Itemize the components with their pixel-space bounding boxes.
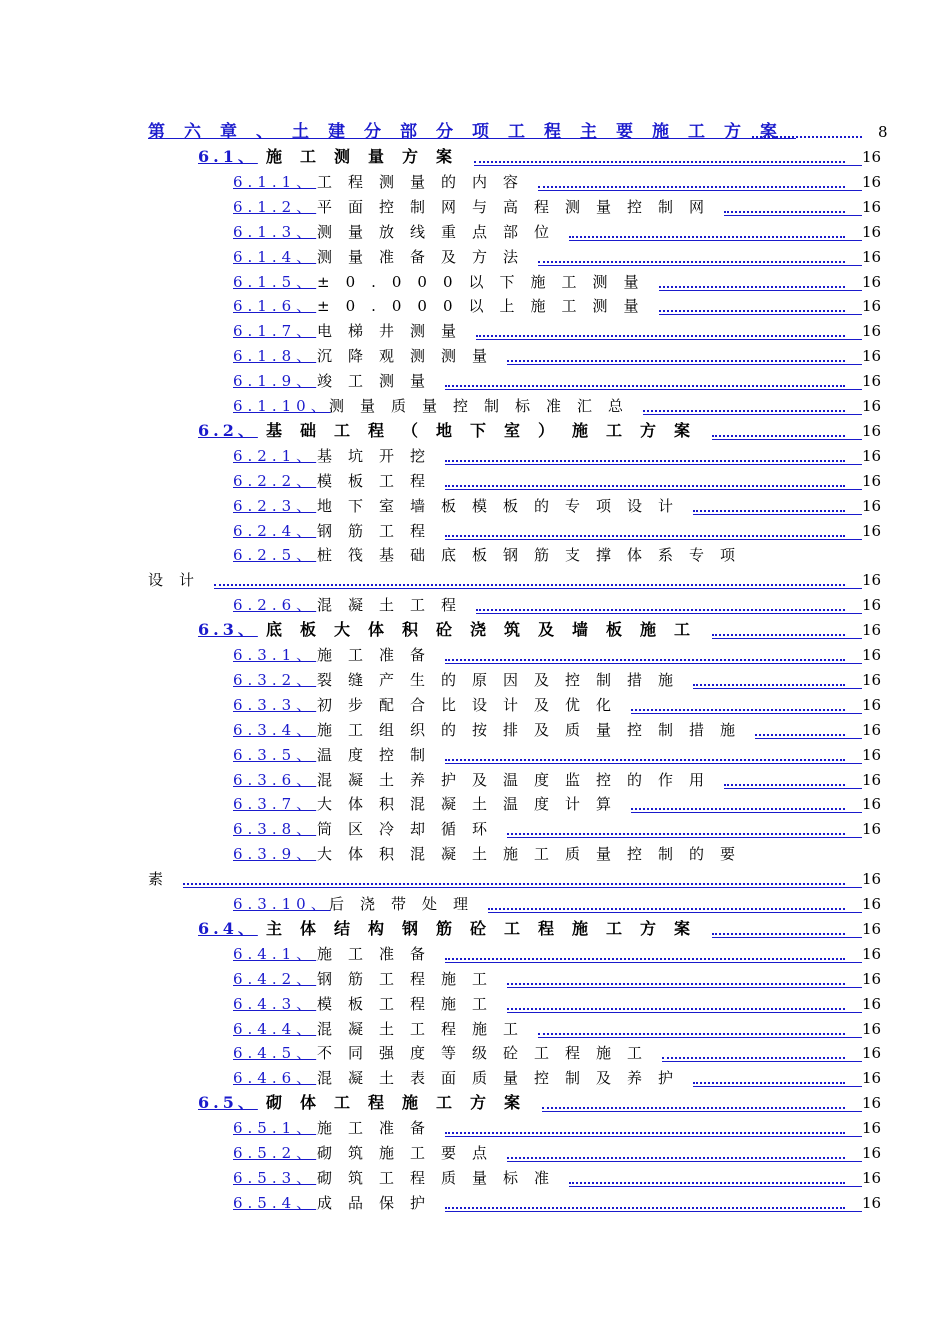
toc-leader-underline: [712, 937, 862, 938]
toc-leader: [569, 222, 845, 238]
toc-page-number: 16: [862, 222, 882, 241]
toc-leader-underline: [445, 539, 862, 540]
toc-entry-title[interactable]: 裂缝产生的原因及控制措施: [317, 670, 690, 689]
toc-entry-title[interactable]: 地下室墙板模板的专项设计: [317, 496, 690, 515]
toc-page-number: 16: [862, 745, 882, 764]
toc-entry-number[interactable]: 6.5.1、: [233, 1119, 317, 1138]
toc-leader-underline: [214, 588, 862, 589]
toc-entry-title[interactable]: 砌筑工程质量标准: [317, 1168, 566, 1187]
toc-section-entry[interactable]: [0, 421, 950, 446]
toc-leader: [712, 919, 845, 935]
toc-entry-number[interactable]: 6.4.3、: [233, 994, 317, 1013]
toc-entry-number[interactable]: 6.4、: [198, 918, 258, 938]
toc-entry-title[interactable]: 不同强度等级砼工程施工: [317, 1044, 659, 1063]
toc-subsection-entry[interactable]: [0, 521, 950, 546]
toc-entry-number[interactable]: 6.4.4、: [233, 1019, 317, 1038]
toc-leader-underline: [445, 389, 862, 390]
toc-leader-underline: [445, 1136, 862, 1137]
toc-chapter-label[interactable]: 第六章、土建分部分项工程主要施工方案: [148, 122, 796, 142]
toc-subsection-entry[interactable]: [0, 695, 950, 720]
toc-entry-title[interactable]: 主体结构钢筋砼工程施工方案: [266, 918, 709, 938]
toc-entry-number[interactable]: 6.4.1、: [233, 944, 317, 963]
toc-entry-number[interactable]: 6.2.4、: [233, 521, 317, 540]
toc-page-number: 16: [862, 347, 882, 366]
toc-leader: [724, 770, 845, 786]
toc-entry-number[interactable]: 6.3.7、: [233, 795, 317, 814]
toc-leader: [631, 695, 845, 711]
toc-entry-title[interactable]: 施工准备: [317, 1119, 442, 1138]
toc-page-number: 16: [862, 895, 882, 913]
toc-entry-title[interactable]: 混凝土工程: [317, 596, 473, 615]
toc-page-number: 16: [862, 944, 882, 963]
toc-subsection-entry[interactable]: [0, 794, 950, 819]
toc-entry-number[interactable]: 6.2.3、: [233, 496, 317, 515]
toc-page-number: 16: [862, 1168, 882, 1187]
toc-section-entry[interactable]: [0, 620, 950, 645]
toc-entry-number[interactable]: 6.3.3、: [233, 695, 317, 714]
toc-entry-title[interactable]: 基坑开挖: [317, 446, 442, 465]
toc-leader: [445, 1118, 845, 1134]
toc-subsection-entry[interactable]: [0, 819, 950, 844]
toc-page-number: 16: [862, 197, 882, 216]
toc-leader-underline: [183, 887, 862, 888]
toc-leader-underline: [507, 1012, 862, 1013]
toc-section-entry[interactable]: [0, 1093, 950, 1118]
toc-leader: [445, 371, 845, 387]
toc-page-number: 16: [862, 397, 882, 415]
toc-entry-number[interactable]: 6.3.2、: [233, 670, 317, 689]
toc-leader: [752, 122, 862, 138]
toc-entry-title[interactable]: 施工准备: [317, 944, 442, 963]
toc-subsection-entry[interactable]: [0, 1068, 950, 1093]
toc-page-number: 16: [862, 919, 882, 938]
toc-leader: [507, 994, 845, 1010]
toc-entry-number[interactable]: 6.3.4、: [233, 720, 317, 739]
toc-leader-underline: [712, 638, 862, 639]
toc-entry-number[interactable]: 6.2、: [198, 420, 258, 440]
toc-page-number: 16: [862, 795, 882, 814]
toc-subsection-entry[interactable]: [0, 496, 950, 521]
toc-subsection-entry[interactable]: [0, 1193, 950, 1218]
toc-entry-title[interactable]: 桩筏基础底板钢筋支撑体系专项: [317, 546, 752, 565]
toc-page-number: 16: [862, 272, 882, 291]
toc-page-number: 16: [862, 1119, 882, 1138]
toc-entry-title[interactable]: 基础工程（地下室）施工方案: [266, 420, 709, 440]
toc-entry-title[interactable]: ±0.000以下施工测量: [317, 272, 655, 291]
toc-leader: [693, 1068, 845, 1084]
toc-entry-number[interactable]: 6.4.6、: [233, 1069, 317, 1088]
toc-subsection-entry[interactable]: [0, 745, 950, 770]
toc-page-number: 16: [862, 720, 882, 739]
toc-subsection-entry[interactable]: [0, 446, 950, 471]
toc-leader: [507, 969, 845, 985]
toc-entry-title[interactable]: 施工组织的按排及质量控制措施: [317, 720, 752, 739]
toc-entry-number[interactable]: 6.3.10、: [233, 895, 331, 913]
toc-entry-number[interactable]: 6.5.2、: [233, 1144, 317, 1162]
toc-leader-underline: [724, 788, 862, 789]
toc-entry-title[interactable]: 测量放线重点部位: [317, 222, 566, 241]
toc-leader-underline: [538, 1037, 862, 1038]
toc-entry-number[interactable]: 6.1.9、: [233, 372, 317, 391]
toc-subsection-entry[interactable]: [0, 371, 950, 396]
toc-page-number: 16: [862, 646, 882, 664]
toc-entry-number[interactable]: 6.3.6、: [233, 770, 317, 789]
toc-subsection-entry[interactable]: [0, 1019, 950, 1044]
toc-leader-underline: [712, 439, 862, 440]
toc-entry-number[interactable]: 6.4.5、: [233, 1044, 317, 1063]
toc-leader-underline: [631, 713, 862, 714]
toc-entry-title[interactable]: 大体积混凝土温度计算: [317, 795, 628, 814]
toc-leader-underline: [724, 215, 862, 216]
toc-entry-title[interactable]: ±0.000以上施工测量: [317, 297, 655, 316]
toc-page-number: 16: [862, 621, 882, 640]
toc-leader: [538, 247, 845, 263]
toc-entry-number[interactable]: 6.3.8、: [233, 820, 317, 839]
toc-subsection-entry[interactable]: [0, 346, 950, 371]
toc-entry-number[interactable]: 6.1.10、: [233, 397, 331, 415]
toc-subsection-entry[interactable]: [0, 994, 950, 1019]
toc-leader-underline: [507, 364, 862, 365]
toc-leader: [724, 197, 845, 213]
toc-entry-title[interactable]: 底板大体积砼浇筑及墙板施工: [266, 620, 709, 640]
toc-subsection-entry[interactable]: [0, 645, 950, 670]
toc-entry-title[interactable]: 工程测量的内容: [317, 172, 535, 191]
toc-leader: [445, 1193, 845, 1209]
toc-entry-title[interactable]: 成品保护: [317, 1193, 442, 1212]
toc-chapter-entry[interactable]: [148, 122, 888, 147]
toc-page-number: 16: [862, 1019, 882, 1038]
toc-leader: [445, 745, 845, 761]
toc-entry-number[interactable]: 6.2.1、: [233, 446, 317, 465]
toc-leader: [183, 869, 845, 885]
toc-page-number: 16: [862, 670, 882, 689]
toc-subsection-entry[interactable]: [0, 1118, 950, 1143]
toc-subsection-entry[interactable]: [0, 1168, 950, 1193]
toc-leader-underline: [445, 663, 862, 664]
toc-page-number: 16: [862, 446, 882, 465]
toc-leader-underline: [445, 489, 862, 490]
toc-subsection-entry[interactable]: [0, 720, 950, 745]
toc-leader: [507, 346, 845, 362]
toc-leader-underline: [662, 1061, 862, 1062]
toc-leader: [476, 321, 845, 337]
toc-page-number: 16: [862, 571, 882, 590]
toc-entry-number[interactable]: 6.1.4、: [233, 247, 317, 266]
toc-leader: [542, 1093, 845, 1109]
toc-entry-title[interactable]: 电梯井测量: [317, 322, 473, 341]
toc-page-number: 16: [862, 521, 882, 540]
toc-subsection-entry[interactable]: [0, 222, 950, 247]
toc-leader-underline: [693, 514, 862, 515]
toc-leader: [569, 1168, 845, 1184]
toc-entry-title-continuation[interactable]: 素: [148, 870, 180, 889]
toc-entry-number[interactable]: 6.2.5、: [233, 546, 317, 565]
toc-leader: [476, 595, 845, 611]
toc-subsection-entry[interactable]: [0, 172, 950, 197]
toc-entry-title[interactable]: 施工准备: [317, 646, 442, 664]
toc-leader: [445, 944, 845, 960]
toc-leader: [445, 446, 845, 462]
toc-leader-underline: [445, 464, 862, 465]
toc-entry-number[interactable]: 6.1.3、: [233, 222, 317, 241]
toc-leader: [474, 147, 845, 163]
toc-leader: [659, 272, 845, 288]
toc-leader: [445, 521, 845, 537]
toc-subsection-entry[interactable]: [0, 969, 950, 994]
toc-subsection-entry[interactable]: [0, 247, 950, 272]
toc-leader-underline: [445, 1211, 862, 1212]
toc-leader: [662, 1043, 845, 1059]
toc-entry-title[interactable]: 初步配合比设计及优化: [317, 695, 628, 714]
toc-entry-number[interactable]: 6.1、: [198, 147, 258, 166]
toc-entry-number[interactable]: 6.3.9、: [233, 845, 317, 864]
toc-page-number: 16: [862, 1044, 882, 1063]
toc-page-number: 16: [862, 994, 882, 1013]
toc-leader: [445, 471, 845, 487]
toc-leader-underline: [659, 290, 862, 291]
toc-entry-number[interactable]: 6.1.1、: [233, 172, 317, 191]
toc-entry-title[interactable]: 筒区冷却循环: [317, 820, 504, 839]
toc-page-number: 16: [862, 695, 882, 714]
toc-leader-underline: [474, 165, 862, 166]
toc-leader-underline: [755, 738, 862, 739]
toc-leader: [538, 1019, 845, 1035]
toc-entry-title[interactable]: 模板工程: [317, 471, 442, 490]
toc-leader-underline: [569, 1186, 862, 1187]
toc-subsection-entry[interactable]: [0, 1043, 950, 1068]
toc-subsection-entry[interactable]: [0, 396, 950, 421]
toc-entry-title[interactable]: 大体积混凝土施工质量控制的要: [317, 845, 752, 864]
toc-entry-title[interactable]: 温度控制: [317, 745, 442, 764]
toc-entry-number[interactable]: 6.5、: [198, 1093, 258, 1113]
toc-page-number: 16: [862, 596, 882, 615]
toc-subsection-entry[interactable]: [0, 197, 950, 222]
toc-leader-underline: [542, 1111, 862, 1112]
toc-leader-underline: [476, 613, 862, 614]
toc-page-number: 16: [862, 148, 882, 166]
toc-section-entry[interactable]: [0, 147, 950, 172]
toc-subsection-entry[interactable]: [0, 272, 950, 297]
toc-entry-title[interactable]: 砌筑施工要点: [317, 1144, 504, 1162]
toc-leader: [507, 1143, 845, 1159]
toc-page-number: 16: [862, 372, 882, 391]
toc-entry-number[interactable]: 6.3、: [198, 620, 258, 640]
toc-entry-number[interactable]: 6.2.6、: [233, 596, 317, 615]
toc-page-number: 16: [862, 820, 882, 839]
toc-entry-number[interactable]: 6.4.2、: [233, 969, 317, 988]
toc-leader-underline: [507, 837, 862, 838]
toc-entry-continuation[interactable]: [0, 570, 950, 595]
toc-leader: [712, 620, 845, 636]
toc-entry-title[interactable]: 钢筋工程: [317, 521, 442, 540]
toc-subsection-entry[interactable]: [0, 770, 950, 795]
toc-leader: [507, 819, 845, 835]
toc-entry-number[interactable]: 6.3.5、: [233, 745, 317, 764]
toc-subsection-entry[interactable]: [0, 944, 950, 969]
toc-section-entry[interactable]: [0, 919, 950, 944]
toc-leader-underline: [507, 987, 862, 988]
toc-entry-title[interactable]: 砌体工程施工方案: [266, 1093, 539, 1113]
toc-leader-underline: [538, 265, 862, 266]
toc-entry-number[interactable]: 6.1.6、: [233, 297, 317, 316]
toc-leader-underline: [643, 414, 862, 415]
toc-entry-title[interactable]: 混凝土养护及温度监控的作用: [317, 770, 721, 789]
toc-subsection-entry[interactable]: [0, 471, 950, 496]
toc-entry-title[interactable]: 混凝土工程施工: [317, 1019, 535, 1038]
toc-leader-underline: [538, 190, 862, 191]
toc-entry-title[interactable]: 沉降观测测量: [317, 347, 504, 366]
toc-page-number: 16: [862, 870, 882, 889]
toc-leader-underline: [507, 1161, 862, 1162]
toc-page-number: 16: [862, 172, 882, 191]
toc-entry-number[interactable]: 6.3.1、: [233, 646, 317, 664]
toc-entry-title[interactable]: 平面控制网与高程测量控制网: [317, 197, 721, 216]
toc-leader: [755, 720, 845, 736]
toc-entry-number[interactable]: 6.5.3、: [233, 1168, 317, 1187]
toc-leader: [214, 570, 845, 586]
toc-leader-underline: [569, 240, 862, 241]
toc-page-number: 16: [862, 969, 882, 988]
toc-leader: [643, 396, 845, 412]
toc-page-number: 16: [862, 1069, 882, 1088]
toc-page-number: 16: [862, 297, 882, 316]
toc-subsection-entry[interactable]: [0, 296, 950, 321]
toc-entry-title[interactable]: 竣工测量: [317, 372, 442, 391]
toc-leader-underline: [631, 812, 862, 813]
toc-page-number: 16: [862, 770, 882, 789]
toc-leader-underline: [445, 763, 862, 764]
toc-leader-underline: [659, 314, 862, 315]
toc-page-number: 16: [862, 421, 882, 440]
toc-entry-number[interactable]: 6.1.5、: [233, 272, 317, 291]
toc-entry-title[interactable]: 后浇带处理: [329, 895, 485, 913]
toc-leader-underline: [476, 339, 862, 340]
toc-page-number: 16: [862, 496, 882, 515]
toc-entry-title[interactable]: 模板工程施工: [317, 994, 504, 1013]
toc-entry-title[interactable]: 混凝土表面质量控制及养护: [317, 1069, 690, 1088]
toc-entry-number[interactable]: 6.1.7、: [233, 322, 317, 341]
toc-subsection-entry[interactable]: [0, 670, 950, 695]
toc-leader-underline: [693, 1086, 862, 1087]
toc-entry-number[interactable]: 6.1.8、: [233, 347, 317, 366]
toc-leader: [659, 296, 845, 312]
toc-entry-title[interactable]: 施工测量方案: [266, 147, 471, 166]
toc-subsection-entry[interactable]: [0, 595, 950, 620]
toc-entry-number[interactable]: 6.1.2、: [233, 197, 317, 216]
toc-page-number: 16: [862, 247, 882, 266]
toc-entry-title[interactable]: 测量准备及方法: [317, 247, 535, 266]
toc-entry-continuation[interactable]: [0, 869, 950, 894]
toc-entry-number[interactable]: 6.5.4、: [233, 1193, 317, 1212]
toc-subsection-entry[interactable]: [0, 545, 950, 570]
toc-subsection-entry[interactable]: [0, 894, 950, 919]
toc-leader: [693, 496, 845, 512]
toc-entry-title[interactable]: 测量质量控制标准汇总: [329, 397, 640, 415]
toc-page-number: 16: [862, 1094, 882, 1113]
toc-page-number: 16: [862, 1193, 882, 1212]
toc-leader-underline: [488, 912, 862, 913]
toc-page-number: 16: [862, 322, 882, 341]
toc-page-number: 16: [862, 471, 882, 490]
toc-leader: [488, 894, 845, 910]
toc-leader: [712, 421, 845, 437]
toc-subsection-entry[interactable]: [0, 1143, 950, 1168]
toc-page-number: 8: [878, 123, 888, 141]
toc-leader: [445, 645, 845, 661]
toc-leader: [631, 794, 845, 810]
toc-leader: [538, 172, 845, 188]
toc-entry-title[interactable]: 钢筋工程施工: [317, 969, 504, 988]
toc-entry-title-continuation[interactable]: 设计: [148, 571, 211, 590]
toc-subsection-entry[interactable]: [0, 321, 950, 346]
toc-entry-number[interactable]: 6.2.2、: [233, 471, 317, 490]
toc-leader: [693, 670, 845, 686]
toc-page-number: 16: [862, 1144, 882, 1162]
toc-subsection-entry[interactable]: [0, 844, 950, 869]
toc-leader-underline: [445, 962, 862, 963]
toc-leader-underline: [693, 688, 862, 689]
